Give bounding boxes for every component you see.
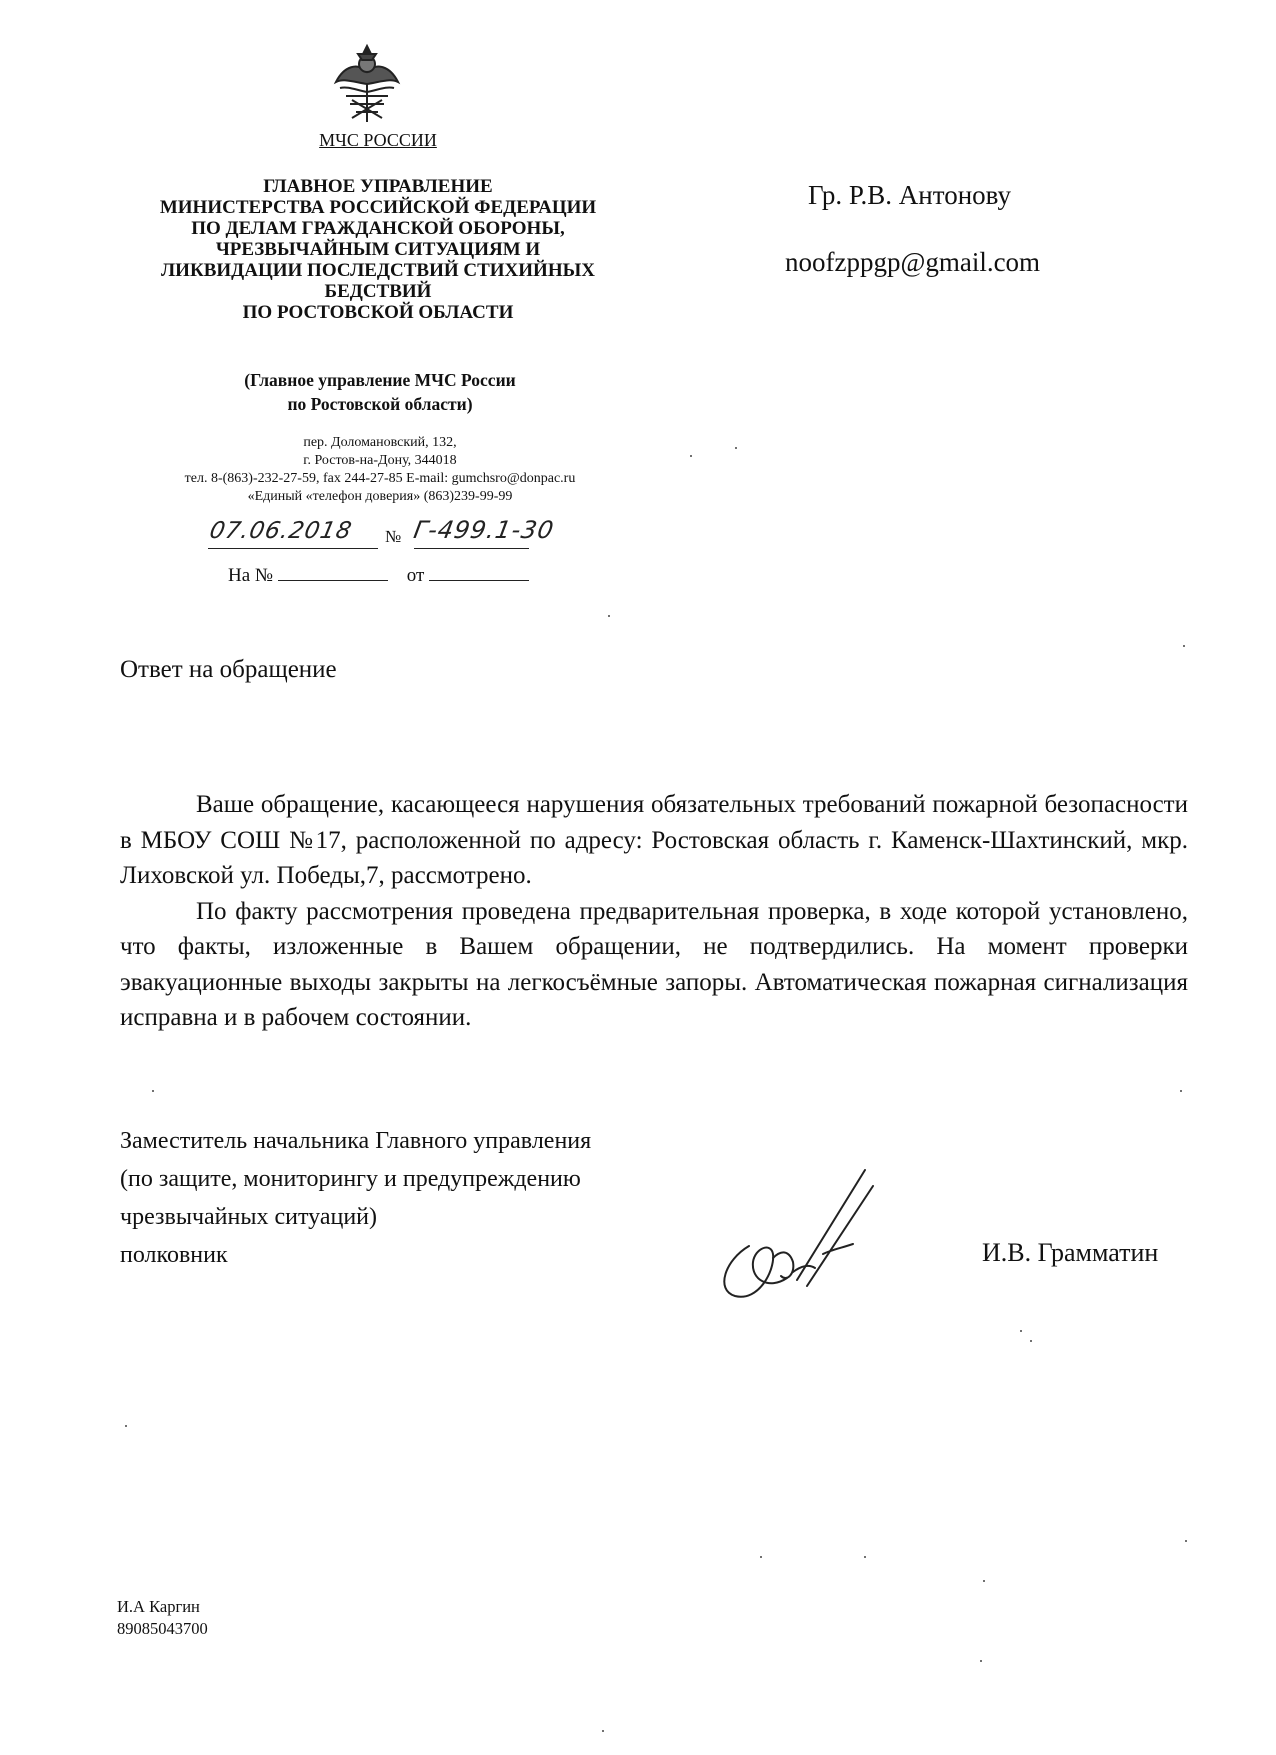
reference-no-label: На № <box>228 565 274 586</box>
registration-number-label: № <box>385 527 402 546</box>
signer-position-line: чрезвычайных ситуаций) <box>120 1204 378 1230</box>
scan-speck <box>983 1580 985 1582</box>
address-city: г. Ростов-на-Дону, 344018 <box>303 453 457 468</box>
executor-name: И.А Каргин <box>117 1597 200 1616</box>
letter-subject: Ответ на обращение <box>120 656 337 683</box>
scan-speck <box>1030 1340 1032 1342</box>
scan-speck <box>602 1730 604 1732</box>
executor-info <box>117 1596 208 1640</box>
organization-name <box>118 176 638 323</box>
scan-speck <box>125 1425 127 1427</box>
contact-details <box>110 434 650 506</box>
org-short-line: по Ростовской области) <box>287 394 473 414</box>
scan-speck <box>1180 1090 1182 1092</box>
scan-speck <box>864 1556 866 1558</box>
org-line: ЛИКВИДАЦИИ ПОСЛЕДСТВИЙ СТИХИЙНЫХ <box>161 260 595 281</box>
scan-speck <box>690 455 692 457</box>
org-line: ПО ДЕЛАМ ГРАЖДАНСКОЙ ОБОРОНЫ, <box>191 218 565 239</box>
org-line: ПО РОСТОВСКОЙ ОБЛАСТИ <box>242 302 514 323</box>
registration-number-underline <box>414 548 529 549</box>
agency-label: МЧС РОССИИ <box>319 130 437 150</box>
emchs-emblem-icon <box>330 42 404 126</box>
organization-short-name <box>180 368 580 416</box>
signer-position-line: (по защите, мониторингу и предупреждению <box>120 1166 581 1192</box>
body-paragraph: По факту рассмотрения проведена предварительная проверка, в ходе которой установлено, что факты, изложенные в Вашем обращении, не подтвердились. На момент проверки эвакуационные выходы закрыты на легкосъёмные запоры. Автоматическая пожарная сигнализация исправна и в рабочем состоянии. <box>120 897 1188 1031</box>
registration-date-underline <box>208 548 378 549</box>
scan-speck <box>980 1660 982 1662</box>
scan-speck <box>608 615 610 617</box>
registration-number: Г-499.1-30 <box>411 516 557 544</box>
org-line: БЕДСТВИЙ <box>324 281 432 302</box>
scan-speck <box>760 1556 762 1558</box>
recipient-email: noofzppgp@gmail.com <box>785 247 1041 277</box>
hotline-line: «Единый «телефон доверия» (863)239-99-99 <box>247 489 513 504</box>
signer-rank: полковник <box>120 1242 228 1268</box>
reference-from-label: от <box>406 565 425 586</box>
scan-speck <box>1020 1330 1022 1332</box>
phone-email-line: тел. 8-(863)-232-27-59, fax 244-27-85 E-mail: gumchsro@donpac.ru <box>184 471 576 486</box>
executor-phone: 89085043700 <box>117 1619 208 1638</box>
body-paragraph: Ваше обращение, касающееся нарушения обязательных требований пожарной безопасности в МБОУ СОШ №17, расположенной по адресу: Ростовская область г. Каменск-Шахтинский, мкр. Лиховской ул. Победы,7, рассмотрено. <box>120 791 1188 889</box>
org-short-line: (Главное управление МЧС России <box>244 370 516 390</box>
org-line: ГЛАВНОЕ УПРАВЛЕНИЕ <box>263 176 493 197</box>
reference-no-blank <box>278 566 388 581</box>
signer-position-line: Заместитель начальника Главного управления <box>120 1128 592 1154</box>
scan-speck <box>735 447 737 449</box>
registration-date: 07.06.2018 <box>207 518 355 544</box>
signer-name: И.В. Грамматин <box>982 1238 1159 1267</box>
letter-body <box>120 787 1188 1036</box>
address-street: пер. Доломановский, 132, <box>303 435 457 450</box>
scan-speck <box>152 1090 154 1092</box>
signer-position <box>120 1122 591 1274</box>
recipient-name: Гр. Р.В. Антонову <box>808 180 1011 210</box>
handwritten-signature-icon <box>715 1150 875 1310</box>
org-line: ЧРЕЗВЫЧАЙНЫМ СИТУАЦИЯМ И <box>215 239 541 260</box>
scan-speck <box>1185 1540 1187 1542</box>
org-line: МИНИСТЕРСТВА РОССИЙСКОЙ ФЕДЕРАЦИИ <box>159 197 597 218</box>
scan-speck <box>1183 645 1185 647</box>
reference-from-blank <box>429 566 529 581</box>
reference-row <box>228 565 529 587</box>
